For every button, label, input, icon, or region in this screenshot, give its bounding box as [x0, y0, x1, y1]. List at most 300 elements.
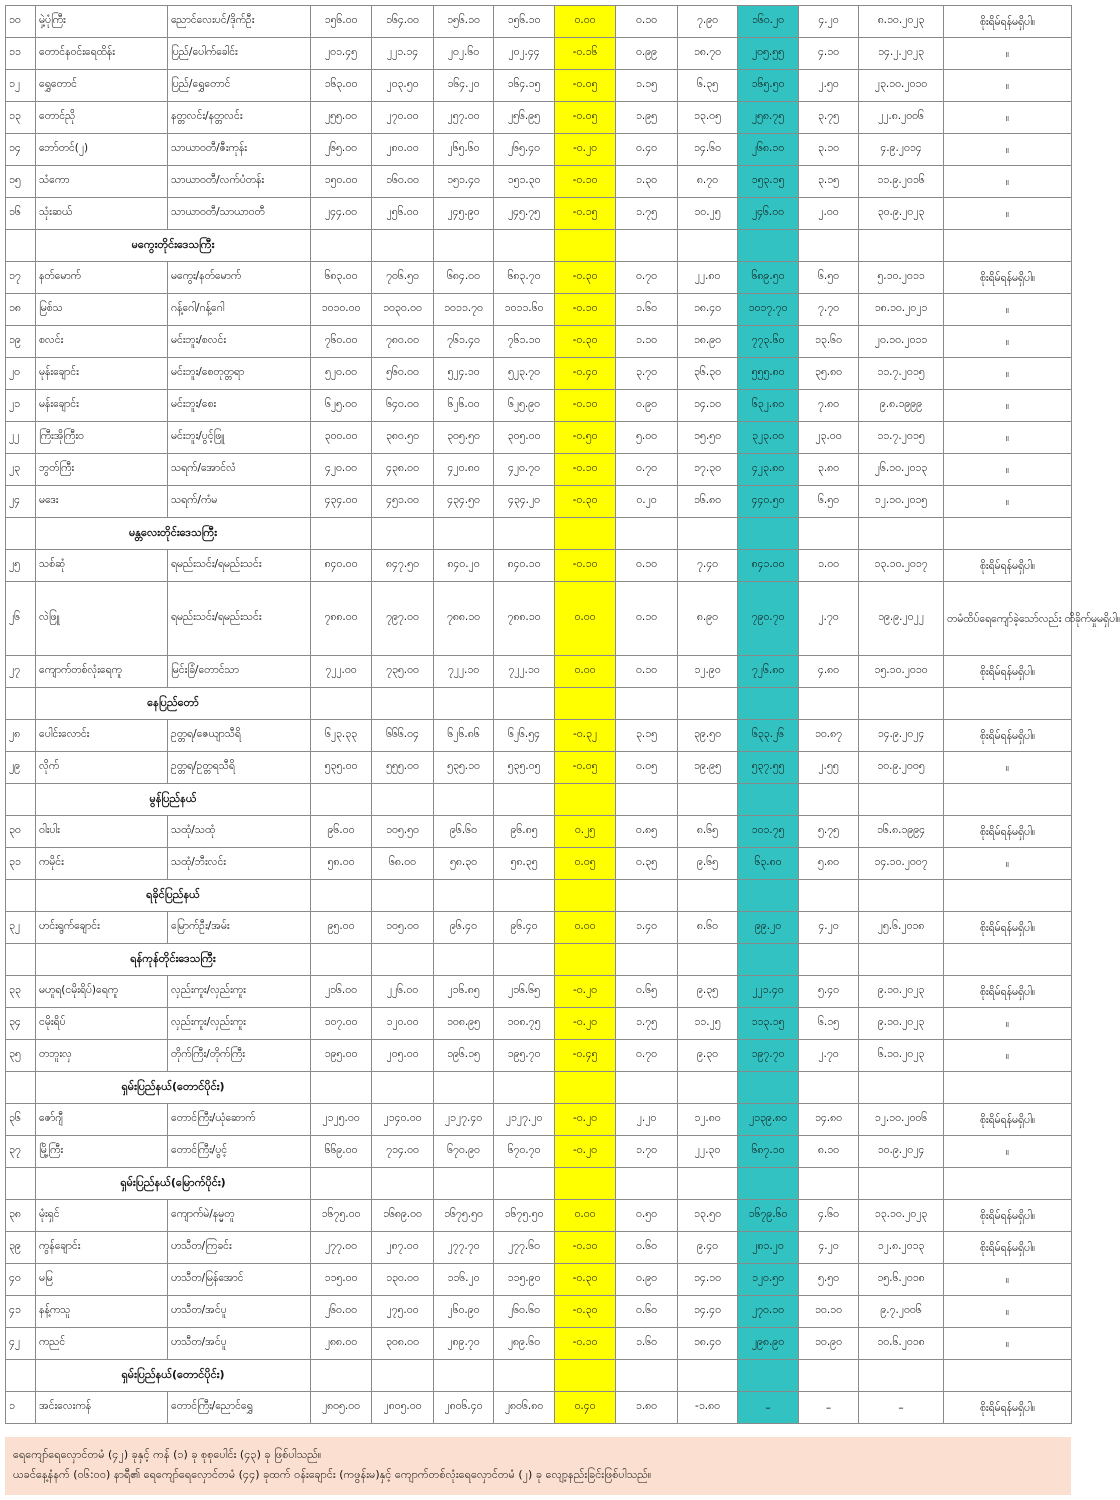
dam-row	[6, 454, 1072, 486]
dam-row	[6, 102, 1072, 134]
below-full-cell: ၁၉.၉၅	[678, 752, 738, 784]
row-number: ၃၈	[6, 1200, 36, 1232]
change-cell: ၀.၂၅	[555, 816, 616, 848]
max-level-cell: ၆၃.၈၀	[738, 848, 799, 880]
region-header-row	[6, 880, 1072, 912]
normal-level-cell: ၆၈၃.၀၀	[311, 262, 372, 294]
normal-level-cell: ၅၂၀.၀၀	[311, 358, 372, 390]
max-above-normal-cell: ၇.၇၀	[799, 294, 859, 326]
remark-cell: ။	[944, 358, 1072, 390]
blank-cell	[6, 784, 36, 816]
full-level-cell: ၁၆၄.၀၀	[372, 6, 434, 38]
below-full-cell: ၁၈.၇၀	[678, 38, 738, 70]
current-level-cell: ၂၁၂၇.၂၀	[494, 1104, 555, 1136]
dam-name: သံကော	[36, 166, 168, 198]
region-header-row	[6, 230, 1072, 262]
above-normal-cell: ၀.၄၀	[616, 134, 678, 166]
dam-row	[6, 1200, 1072, 1232]
normal-level-cell: ၇၆၀.၀၀	[311, 326, 372, 358]
max-above-normal-cell: ၁၀.၈၇	[799, 720, 859, 752]
current-level-cell: ၂၈၀၆.၈၀	[494, 1392, 555, 1424]
normal-level-cell: ၁၀၁၀.၀၀	[311, 294, 372, 326]
max-above-normal-cell: ၂.၇၀	[799, 1040, 859, 1072]
blank-cell	[311, 230, 372, 262]
row-number: ၂၉	[6, 752, 36, 784]
dam-row	[6, 70, 1072, 102]
dam-location: မြင်းခြံ/တောင်သာ	[168, 656, 311, 688]
dam-name: တဘူးလှ	[36, 1040, 168, 1072]
row-number: ၁၇	[6, 262, 36, 294]
full-level-cell: ၅၆၀.၀၀	[372, 358, 434, 390]
blank-cell	[494, 230, 555, 262]
above-normal-cell: ၀.၇၀	[616, 454, 678, 486]
current-level-cell: ၅၃၅.၀၅	[494, 752, 555, 784]
max-above-normal-cell: ၁၀.၁၀	[799, 1296, 859, 1328]
remark-cell: ။	[944, 1136, 1072, 1168]
below-full-cell: ၆.၃၅	[678, 70, 738, 102]
blank-cell	[944, 1168, 1072, 1200]
above-normal-cell: ၅.၀၀	[616, 422, 678, 454]
dam-location: မင်းဘူး/စေး	[168, 390, 311, 422]
remark-cell: ။	[944, 102, 1072, 134]
dam-name: မုံးရှင်	[36, 1200, 168, 1232]
below-full-cell: ၃၆.၃၀	[678, 358, 738, 390]
max-level-date-cell: ၁၅.၆.၂၀၁၈	[859, 1264, 944, 1296]
previous-level-cell: ၂၇၇.၇၀	[434, 1232, 494, 1264]
max-level-cell: ၁၀၁၇.၇၀	[738, 294, 799, 326]
blank-cell	[372, 688, 434, 720]
change-cell: -၀.၃၀	[555, 1296, 616, 1328]
previous-level-cell: ၅၂၄.၁၀	[434, 358, 494, 390]
dam-name: ဟင်းရွက်ချောင်း	[36, 912, 168, 944]
dam-row	[6, 752, 1072, 784]
full-level-cell: ၇၃၅.၀၀	[372, 656, 434, 688]
max-level-cell: ၅၅၅.၈၀	[738, 358, 799, 390]
current-level-cell: ၉၆.၈၅	[494, 816, 555, 848]
change-cell: -၀.၅၀	[555, 422, 616, 454]
previous-level-cell: ၁၁၆.၂၀	[434, 1264, 494, 1296]
dam-location: ဟသီတ/မြန်အောင်	[168, 1264, 311, 1296]
row-number: ၁	[6, 1392, 36, 1424]
max-above-normal-cell: ၃.၁၅	[799, 166, 859, 198]
dam-row	[6, 1328, 1072, 1360]
dam-name: မြို့ကြီး	[36, 1136, 168, 1168]
dam-row	[6, 1136, 1072, 1168]
dam-row	[6, 656, 1072, 688]
above-normal-cell: ၁.၈၀	[616, 1392, 678, 1424]
dam-name: မုန်းချောင်း	[36, 358, 168, 390]
dam-name: ကမိုင်း	[36, 848, 168, 880]
max-above-normal-cell: ၄.၈၀	[799, 656, 859, 688]
blank-cell	[944, 1072, 1072, 1104]
max-level-date-cell: ၆.၁၀.၂၀၂၃	[859, 1040, 944, 1072]
normal-level-cell: ၁၁၅.၀၀	[311, 1264, 372, 1296]
dam-name: မမြ	[36, 1264, 168, 1296]
max-level-cell: ၂၄၆.၀၀	[738, 198, 799, 230]
change-cell: -၀.၁၀	[555, 294, 616, 326]
dam-row	[6, 262, 1072, 294]
below-full-cell: ၁၈.၄၀	[678, 294, 738, 326]
blank-cell	[372, 230, 434, 262]
max-level-date-cell: ၂၆.၁၀.၂၀၁၃	[859, 454, 944, 486]
below-full-cell: ၁၄.၁၀	[678, 1264, 738, 1296]
normal-level-cell: ၁၅၀.၀၀	[311, 166, 372, 198]
dam-row	[6, 1008, 1072, 1040]
blank-cell	[738, 880, 799, 912]
below-full-cell: ၁၃.၅၀	[678, 1200, 738, 1232]
blank-cell	[6, 1360, 36, 1392]
above-normal-cell: ၀.၆၀	[616, 1232, 678, 1264]
max-level-date-cell: ၁၂.၁၀.၂၀၁၅	[859, 486, 944, 518]
full-level-cell: ၂၀၅.၀၀	[372, 1040, 434, 1072]
full-level-cell: ၂၈၇.၀၀	[372, 1232, 434, 1264]
above-normal-cell: ၀.၃၅	[616, 848, 678, 880]
region-header-row	[6, 1168, 1072, 1200]
normal-level-cell: ၆၆၉.၀၀	[311, 1136, 372, 1168]
dam-row	[6, 976, 1072, 1008]
below-full-cell: ၁၂.၉၀	[678, 656, 738, 688]
previous-level-cell: ၂၁၆.၈၅	[434, 976, 494, 1008]
remark-cell: စိုးရိမ်ရန်မရှိပါ။	[944, 912, 1072, 944]
blank-cell	[494, 1168, 555, 1200]
dam-name: မှဲ့ပုံကြီး	[36, 6, 168, 38]
blank-cell	[738, 1168, 799, 1200]
max-above-normal-cell: ၂.၀၀	[799, 198, 859, 230]
blank-cell	[6, 944, 36, 976]
max-level-date-cell: ၁၂.၁၀.၂၀၀၆	[859, 1104, 944, 1136]
remark-cell: စိုးရိမ်ရန်မရှိပါ။	[944, 262, 1072, 294]
blank-cell	[859, 784, 944, 816]
max-level-date-cell: ၁၅.၁၀.၂၀၁၀	[859, 656, 944, 688]
region-header-row	[6, 518, 1072, 550]
blank-cell	[944, 518, 1072, 550]
max-above-normal-cell: ၂.၇၀	[799, 582, 859, 656]
remark-cell: ။	[944, 70, 1072, 102]
blank-cell	[678, 1072, 738, 1104]
region-title: နေပြည်တော်	[36, 688, 311, 720]
below-full-cell: ၁၈.၉၀	[678, 326, 738, 358]
blank-cell	[738, 944, 799, 976]
dam-name: လိုက်	[36, 752, 168, 784]
max-above-normal-cell: ၂၃.၀၀	[799, 422, 859, 454]
above-normal-cell: ၀.၁၀	[616, 582, 678, 656]
above-normal-cell: ၁.၁၅	[616, 70, 678, 102]
full-level-cell: ၆၈.၀၀	[372, 848, 434, 880]
normal-level-cell: ၁၅၆.၀၀	[311, 6, 372, 38]
dam-location: မင်းဘူး/စေတုတ္တရာ	[168, 358, 311, 390]
full-level-cell: ၂၁၄၀.၀၀	[372, 1104, 434, 1136]
blank-cell	[494, 784, 555, 816]
previous-level-cell: ၆၂၆.၀၀	[434, 390, 494, 422]
dam-name: အင်းလေးကန်	[36, 1392, 168, 1424]
below-full-cell: ၈.၉၀	[678, 582, 738, 656]
blank-cell	[6, 1072, 36, 1104]
row-number: ၁၄	[6, 134, 36, 166]
below-full-cell: ၁၇.၃၀	[678, 454, 738, 486]
blank-cell	[6, 518, 36, 550]
blank-cell	[678, 688, 738, 720]
full-level-cell: ၇၀၆.၅၀	[372, 262, 434, 294]
dam-row	[6, 134, 1072, 166]
blank-cell	[616, 688, 678, 720]
max-level-cell: ၂၀၅.၅၅	[738, 38, 799, 70]
row-number: ၃၃	[6, 976, 36, 1008]
above-normal-cell: ၁.၇၅	[616, 198, 678, 230]
blank-cell	[311, 518, 372, 550]
blank-cell	[555, 1072, 616, 1104]
full-level-cell: ၁၂၀.၀၀	[372, 1008, 434, 1040]
previous-level-cell: ၆၈၄.၀၀	[434, 262, 494, 294]
max-above-normal-cell: ၁၃.၆၀	[799, 326, 859, 358]
blank-cell	[494, 880, 555, 912]
above-normal-cell: ၁.၄၀	[616, 912, 678, 944]
blank-cell	[555, 518, 616, 550]
row-number: ၂၇	[6, 656, 36, 688]
blank-cell	[434, 230, 494, 262]
blank-cell	[799, 1360, 859, 1392]
blank-cell	[859, 1072, 944, 1104]
max-level-cell: ၂၈၁.၂၀	[738, 1232, 799, 1264]
max-above-normal-cell: ၄.၁၀	[799, 38, 859, 70]
region-title: မကွေးတိုင်းဒေသကြီး	[36, 230, 311, 262]
max-level-cell: ၁၆၅.၅၀	[738, 70, 799, 102]
blank-cell	[616, 230, 678, 262]
max-above-normal-cell: ၅.၅၀	[799, 1264, 859, 1296]
full-level-cell: ၄၃၈.၀၀	[372, 454, 434, 486]
max-level-date-cell: ၁၄.၂.၂၀၂၃	[859, 38, 944, 70]
summary-line-2: ယခင်နေ့နံနက် (၀၆:၀၀) နာရီ၏ ရေကျော်ရေလှောင်တမံ (၄၄) ခုထက် ဝန်းချောင်း (ကဖွန်းမ)နှင့် ကျောက်တစ်လုံးရေလှောင်တမံ (၂) ခု လျော့နည်းခြင်းဖြစ်ပါသည်။	[13, 1468, 652, 1481]
row-number: ၂၆	[6, 582, 36, 656]
max-level-cell: ၂၅၈.၇၅	[738, 102, 799, 134]
row-number: ၃၂	[6, 912, 36, 944]
dam-row	[6, 390, 1072, 422]
dam-row	[6, 720, 1072, 752]
blank-cell	[859, 880, 944, 912]
dam-location: တိုက်ကြီး/တိုက်ကြီး	[168, 1040, 311, 1072]
below-full-cell: ၁၆.၈၀	[678, 486, 738, 518]
previous-level-cell: ၇၆၁.၄၀	[434, 326, 494, 358]
max-level-date-cell: ၅.၁၀.၂၀၁၁	[859, 262, 944, 294]
above-normal-cell: ၁.၉၅	[616, 102, 678, 134]
row-number: ၄၀	[6, 1264, 36, 1296]
row-number: ၁၃	[6, 102, 36, 134]
change-cell: -၀.၁၆	[555, 38, 616, 70]
normal-level-cell: ၂၇၇.၀၀	[311, 1232, 372, 1264]
blank-cell	[738, 784, 799, 816]
dam-name: ကြီးအိုကြီးဝ	[36, 422, 168, 454]
remark-cell: ။	[944, 166, 1072, 198]
dam-row	[6, 582, 1072, 656]
max-above-normal-cell: ၂.၅၀	[799, 70, 859, 102]
dam-name: မြစ်သ	[36, 294, 168, 326]
normal-level-cell: ၉၆.၀၀	[311, 816, 372, 848]
remark-cell: ။	[944, 294, 1072, 326]
max-above-normal-cell: ၃.၁၀	[799, 134, 859, 166]
change-cell: ၀.၀၀	[555, 582, 616, 656]
normal-level-cell: ၈၄၀.၀၀	[311, 550, 372, 582]
current-level-cell: ၂၇၇.၆၀	[494, 1232, 555, 1264]
blank-cell	[678, 1360, 738, 1392]
dam-location: မကွေး/နတ်မောက်	[168, 262, 311, 294]
dam-location: သာယာဝတီ/ဇီးကုန်း	[168, 134, 311, 166]
remark-cell: ။	[944, 486, 1072, 518]
change-cell: -၀.၃၀	[555, 262, 616, 294]
max-level-date-cell: ၁၄.၁၀.၂၀၀၇	[859, 848, 944, 880]
above-normal-cell: ၀.၁၀	[616, 656, 678, 688]
remark-cell: ။	[944, 326, 1072, 358]
below-full-cell: ၁၀.၂၅	[678, 198, 738, 230]
normal-level-cell: ၄၃၄.၀၀	[311, 486, 372, 518]
max-level-cell: ၁၉၇.၇၀	[738, 1040, 799, 1072]
blank-cell	[738, 688, 799, 720]
change-cell: -၀.၁၀	[555, 390, 616, 422]
max-level-cell: ၇၇၃.၆၀	[738, 326, 799, 358]
blank-cell	[372, 784, 434, 816]
above-normal-cell: ၃.၁၅	[616, 720, 678, 752]
current-level-cell: ၆၇၀.၇၀	[494, 1136, 555, 1168]
above-normal-cell: ၀.၇၀	[616, 262, 678, 294]
blank-cell	[859, 230, 944, 262]
dam-location: သထုံ/ဘီးလင်း	[168, 848, 311, 880]
dam-name: ဝါးပါး	[36, 816, 168, 848]
row-number: ၂၈	[6, 720, 36, 752]
previous-level-cell: ၅၃၅.၁၀	[434, 752, 494, 784]
current-level-cell: ၁၅၁.၃၀	[494, 166, 555, 198]
max-level-cell: ၂၂၁.၄၀	[738, 976, 799, 1008]
blank-cell	[678, 880, 738, 912]
region-header-row	[6, 1360, 1072, 1392]
full-level-cell: ၂၇၅.၀၀	[372, 1296, 434, 1328]
row-number: ၃၄	[6, 1008, 36, 1040]
remark-cell: စိုးရိမ်ရန်မရှိပါ။	[944, 1104, 1072, 1136]
dam-location: တောင်ကြီး/ယုံဆောက်	[168, 1104, 311, 1136]
normal-level-cell: ၂၆၅.၀၀	[311, 134, 372, 166]
row-number: ၄၂	[6, 1328, 36, 1360]
max-level-date-cell: ၁၄.၉.၂၀၂၄	[859, 720, 944, 752]
current-level-cell: ၁၀၈.၇၅	[494, 1008, 555, 1040]
previous-level-cell: ၁၅၁.၄၀	[434, 166, 494, 198]
dam-row	[6, 816, 1072, 848]
summary-note	[5, 1437, 1071, 1495]
blank-cell	[616, 880, 678, 912]
max-level-date-cell: ၂၃.၁၀.၂၀၁၀	[859, 70, 944, 102]
dam-row	[6, 38, 1072, 70]
remark-cell: စိုးရိမ်ရန်မရှိပါ။	[944, 720, 1072, 752]
remark-cell: စိုးရိမ်ရန်မရှိပါ။	[944, 816, 1072, 848]
above-normal-cell: ၁.၃၀	[616, 166, 678, 198]
dam-location: ဥတ္တရ/ဥတ္တရသီရိ	[168, 752, 311, 784]
blank-cell	[555, 944, 616, 976]
blank-cell	[372, 1360, 434, 1392]
full-level-cell: ၂၈၀.၀၀	[372, 134, 434, 166]
dam-name: ဘွတ်ကြီး	[36, 454, 168, 486]
normal-level-cell: ၂၈၈.၀၀	[311, 1328, 372, 1360]
full-level-cell: ၂၂၆.၀၀	[372, 976, 434, 1008]
max-above-normal-cell: –	[799, 1392, 859, 1424]
current-level-cell: ၆၂၅.၉၀	[494, 390, 555, 422]
max-level-cell: ၁၀၁.၇၅	[738, 816, 799, 848]
dam-row	[6, 486, 1072, 518]
max-level-cell: ၈၄၁.၀၀	[738, 550, 799, 582]
remark-cell: ။	[944, 848, 1072, 880]
dam-name: ငမိုးရိပ်	[36, 1008, 168, 1040]
blank-cell	[799, 1168, 859, 1200]
previous-level-cell: ၂၈၀၆.၄၀	[434, 1392, 494, 1424]
max-level-date-cell: ၁၆.၈.၁၉၉၄	[859, 816, 944, 848]
blank-cell	[944, 688, 1072, 720]
max-level-date-cell: ၁၂.၈.၂၀၁၃	[859, 1232, 944, 1264]
max-level-date-cell: ၁၀.၆.၂၀၁၈	[859, 1328, 944, 1360]
normal-level-cell: ၂၈၀၅.၀၀	[311, 1392, 372, 1424]
dam-location: သာယာဝတီ/သာယာဝတီ	[168, 198, 311, 230]
dam-name: ဇော်ဂျီ	[36, 1104, 168, 1136]
current-level-cell: ၂၈၉.၆၀	[494, 1328, 555, 1360]
dam-row	[6, 848, 1072, 880]
region-title: ရှမ်းပြည်နယ်(တောင်ပိုင်း)	[36, 1072, 311, 1104]
full-level-cell: ၁၆၀.၀၀	[372, 166, 434, 198]
dam-location: ဟသီတ/ကြခင်း	[168, 1232, 311, 1264]
previous-level-cell: ၇၈၈.၁၀	[434, 582, 494, 656]
dam-table-body	[6, 6, 1120, 1424]
dam-location: ပြည်/ပေါက်ခေါင်း	[168, 38, 311, 70]
summary-line-1: ရေကျော်ရေလှောင်တမံ (၄၂) ခုနှင့် ကန် (၁) ခု စုစုပေါင်း (၄၃) ခု ဖြစ်ပါသည်။	[13, 1448, 322, 1461]
full-level-cell: ၁၀၅.၀၀	[372, 912, 434, 944]
above-normal-cell: ၀.၅၀	[616, 1200, 678, 1232]
dam-row	[6, 6, 1072, 38]
dam-row	[6, 166, 1072, 198]
remark-cell: ။	[944, 454, 1072, 486]
blank-cell	[555, 784, 616, 816]
change-cell: ၀.၀၀	[555, 6, 616, 38]
current-level-cell: ၁၆၇၅.၅၀	[494, 1200, 555, 1232]
above-normal-cell: ၀.၆၀	[616, 1296, 678, 1328]
dam-name: စလင်း	[36, 326, 168, 358]
blank-cell	[678, 1168, 738, 1200]
previous-level-cell: ၂၀၂.၆၀	[434, 38, 494, 70]
normal-level-cell: ၁၆၃.၀၀	[311, 70, 372, 102]
change-cell: -၀.၁၀	[555, 1232, 616, 1264]
blank-cell	[6, 880, 36, 912]
dam-name: တောင်ညို	[36, 102, 168, 134]
blank-cell	[434, 784, 494, 816]
above-normal-cell: ၀.၆၅	[616, 976, 678, 1008]
below-full-cell: ၉.၃၀	[678, 1040, 738, 1072]
below-full-cell: ၈.၆၀	[678, 912, 738, 944]
max-level-cell: ၆၈၉.၅၀	[738, 262, 799, 294]
remark-cell: ။	[944, 134, 1072, 166]
max-level-date-cell: ၁၈.၁၀.၂၀၂၁	[859, 294, 944, 326]
blank-cell	[434, 1072, 494, 1104]
normal-level-cell: ၂၁၂၅.၀၀	[311, 1104, 372, 1136]
normal-level-cell: ၂၁၆.၀၀	[311, 976, 372, 1008]
dam-location: မင်းဘူး/ပွင့်ဖြူ	[168, 422, 311, 454]
normal-level-cell: ၇၂၂.၀၀	[311, 656, 372, 688]
dam-name: မန်းချောင်း	[36, 390, 168, 422]
max-level-cell: ၇၂၆.၈၀	[738, 656, 799, 688]
remark-cell: ။	[944, 1328, 1072, 1360]
max-above-normal-cell: ၁၀.၉၀	[799, 1328, 859, 1360]
row-number: ၁၅	[6, 166, 36, 198]
below-full-cell: ၉.၃၅	[678, 976, 738, 1008]
dam-name: နတ်မောက်	[36, 262, 168, 294]
normal-level-cell: ၁၉၅.၀၀	[311, 1040, 372, 1072]
normal-level-cell: ၆၂၃.၃၃	[311, 720, 372, 752]
dam-location: လှည်းကူး/လှည်းကူး	[168, 1008, 311, 1040]
blank-cell	[616, 518, 678, 550]
blank-cell	[311, 880, 372, 912]
max-level-date-cell: ၁၉.၉.၂၀၂၂	[859, 582, 944, 656]
max-above-normal-cell: ၅.၄၀	[799, 976, 859, 1008]
